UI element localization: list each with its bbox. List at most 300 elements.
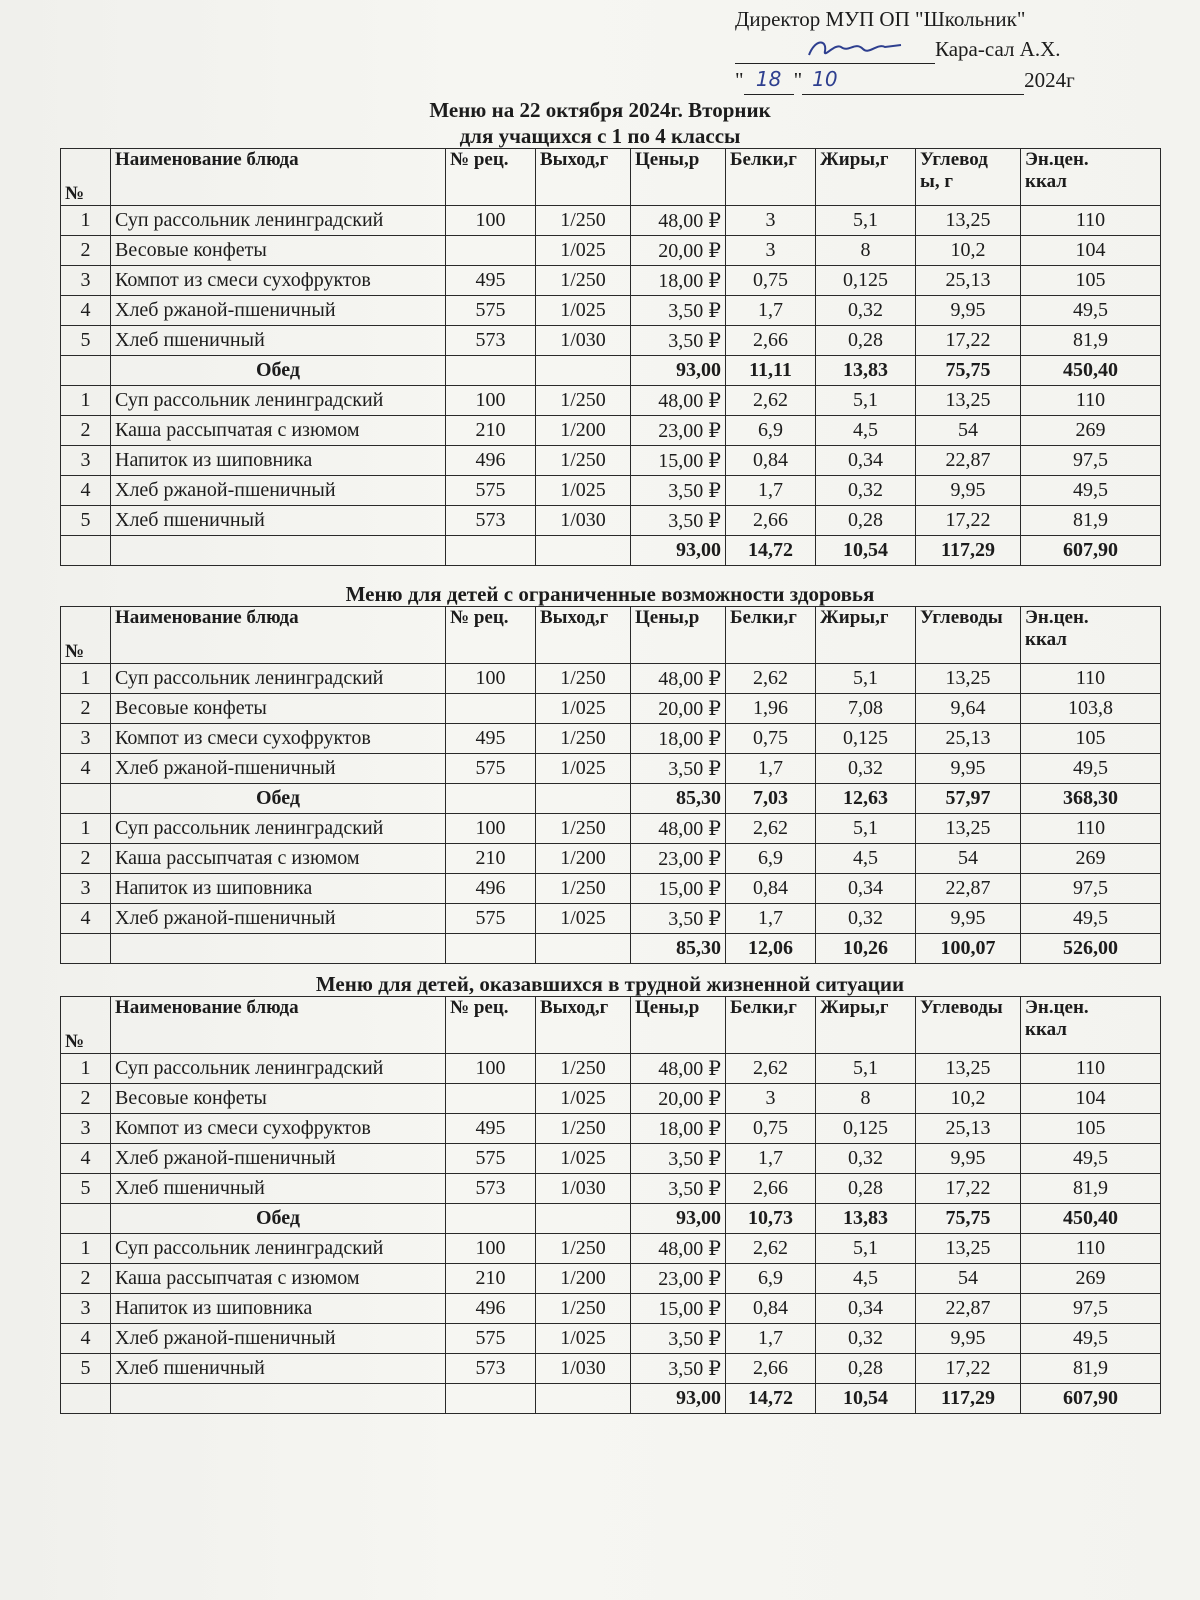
table-cell: 3,50 ₽ [631,904,726,934]
table-cell: 48,00 ₽ [631,1234,726,1264]
table-cell: 22,87 [916,446,1021,476]
table-cell: 3 [726,236,816,266]
table-cell: Суп рассольник ленинградский [111,1054,446,1084]
column-header: Углеводы [916,997,1021,1054]
table-cell: 104 [1021,236,1161,266]
table-cell: 10,54 [816,1384,916,1414]
table-cell: Хлеб ржаной-пшеничный [111,904,446,934]
table-cell: 117,29 [916,1384,1021,1414]
table-cell: 100 [446,1054,536,1084]
table-row [61,904,1161,934]
table-cell: 10,2 [916,1084,1021,1114]
table-cell: Хлеб ржаной-пшеничный [111,1324,446,1354]
table-cell: 9,95 [916,1144,1021,1174]
total-row [61,934,1161,964]
table-cell: 105 [1021,724,1161,754]
table-cell: 0,32 [816,476,916,506]
table-cell: 4,5 [816,416,916,446]
table-cell: 0,28 [816,1174,916,1204]
table-cell: 0,125 [816,724,916,754]
table-cell: 3,50 ₽ [631,326,726,356]
table-cell: 3,50 ₽ [631,296,726,326]
column-header: Жиры,г [816,149,916,206]
table-cell: 97,5 [1021,874,1161,904]
table-cell: 13,83 [816,356,916,386]
table-cell: 5,1 [816,386,916,416]
table-row [61,506,1161,536]
table-cell: 0,34 [816,1294,916,1324]
table-cell: 607,90 [1021,1384,1161,1414]
table-cell: Каша рассыпчатая с изюмом [111,844,446,874]
table-cell: 1/250 [536,724,631,754]
table-cell: 11,11 [726,356,816,386]
table-cell: 4 [61,904,111,934]
table-cell: 12,63 [816,784,916,814]
table-cell: 13,25 [916,664,1021,694]
subtotal-row [61,784,1161,814]
table-cell: 0,32 [816,1324,916,1354]
table-cell: 2,62 [726,664,816,694]
table-cell: 3,50 ₽ [631,506,726,536]
table-row [61,694,1161,724]
table-row [61,754,1161,784]
table-cell: 1/200 [536,416,631,446]
table-cell: Весовые конфеты [111,236,446,266]
table-cell: 5,1 [816,1234,916,1264]
table-cell: 4 [61,476,111,506]
table-cell: 22,87 [916,1294,1021,1324]
table-cell: 1 [61,664,111,694]
table-cell [446,1084,536,1114]
table-cell: 1/250 [536,206,631,236]
table-cell: 81,9 [1021,326,1161,356]
table-cell [61,1384,111,1414]
table-cell: Обед [111,784,446,814]
table-cell: 103,8 [1021,694,1161,724]
table-cell: 1/030 [536,326,631,356]
table-row [61,874,1161,904]
table-row [61,296,1161,326]
table-cell [61,1204,111,1234]
table-cell: 4 [61,1324,111,1354]
table-cell: 18,00 ₽ [631,266,726,296]
table-cell: 6,9 [726,416,816,446]
table-cell: 0,32 [816,754,916,784]
table-cell: 8 [816,1084,916,1114]
table-cell: 573 [446,326,536,356]
table-cell [61,356,111,386]
table-row [61,416,1161,446]
table-cell: 85,30 [631,934,726,964]
table-cell: 495 [446,1114,536,1144]
table-cell: 4,5 [816,844,916,874]
table-header-row [61,607,1161,664]
table-cell [536,356,631,386]
table-cell: 1/250 [536,1294,631,1324]
column-header: Эн.цен. ккал [1021,149,1161,206]
table-cell: 1/250 [536,814,631,844]
table-cell: Компот из смеси сухофруктов [111,1114,446,1144]
table-cell: 100 [446,814,536,844]
table-cell: 607,90 [1021,536,1161,566]
column-header: Цены,р [631,997,726,1054]
table-cell: 13,25 [916,206,1021,236]
table-cell: 75,75 [916,1204,1021,1234]
table-cell: 0,84 [726,446,816,476]
table-cell [536,1384,631,1414]
table-cell: 0,32 [816,904,916,934]
table-cell: Суп рассольник ленинградский [111,1234,446,1264]
table-cell: 1 [61,206,111,236]
table-cell: 1/250 [536,664,631,694]
table-cell: Напиток из шиповника [111,1294,446,1324]
column-header: Наименование блюда [111,607,446,664]
table-cell: 13,25 [916,386,1021,416]
table-cell [111,934,446,964]
table-row [61,1054,1161,1084]
table-cell: 100 [446,664,536,694]
table-cell: 110 [1021,814,1161,844]
table-cell: Обед [111,1204,446,1234]
table-cell: Компот из смеси сухофруктов [111,724,446,754]
column-header: Цены,р [631,607,726,664]
table-cell: 5,1 [816,814,916,844]
table-cell: 5,1 [816,1054,916,1084]
column-header: № [61,997,111,1054]
table-cell: 526,00 [1021,934,1161,964]
table-row [61,1294,1161,1324]
table-cell: Каша рассыпчатая с изюмом [111,416,446,446]
table-cell: 13,25 [916,814,1021,844]
table-cell: 10,26 [816,934,916,964]
table-row [61,386,1161,416]
table-cell: Весовые конфеты [111,694,446,724]
table-cell: Хлеб ржаной-пшеничный [111,296,446,326]
table-cell [61,536,111,566]
table-cell: 573 [446,1354,536,1384]
table-cell: 1/250 [536,1054,631,1084]
table-cell: 48,00 ₽ [631,206,726,236]
table-cell: 0,34 [816,446,916,476]
table-cell: 75,75 [916,356,1021,386]
table-cell: 573 [446,506,536,536]
column-header: Белки,г [726,149,816,206]
table-cell: 1/025 [536,1324,631,1354]
table-row [61,814,1161,844]
table-cell: 17,22 [916,326,1021,356]
table-cell: 15,00 ₽ [631,1294,726,1324]
table-cell: 17,22 [916,1174,1021,1204]
table-row [61,1114,1161,1144]
table-cell: 3 [61,874,111,904]
table-cell: 1/250 [536,1234,631,1264]
table-cell: 18,00 ₽ [631,724,726,754]
approval-year: 2024г [1024,68,1075,92]
table-cell: 269 [1021,1264,1161,1294]
table-cell: 0,125 [816,266,916,296]
table-cell: 81,9 [1021,1354,1161,1384]
table-cell: 110 [1021,1054,1161,1084]
table-cell: 1/025 [536,1144,631,1174]
table-cell: Напиток из шиповника [111,874,446,904]
table-row [61,1324,1161,1354]
table-cell: 13,83 [816,1204,916,1234]
table-cell: 97,5 [1021,446,1161,476]
table-cell: 25,13 [916,1114,1021,1144]
table-cell: 20,00 ₽ [631,236,726,266]
table-cell: 368,30 [1021,784,1161,814]
table-header-row [61,997,1161,1054]
table-cell: 1,96 [726,694,816,724]
column-header: Наименование блюда [111,149,446,206]
table-cell: Каша рассыпчатая с изюмом [111,1264,446,1294]
table-header-row [61,149,1161,206]
table-cell: 49,5 [1021,904,1161,934]
table-cell: 2,62 [726,386,816,416]
table-cell: 3,50 ₽ [631,754,726,784]
table-cell: 1/025 [536,754,631,784]
table-cell: 0,84 [726,874,816,904]
approval-day: 18 [755,67,782,91]
table-cell: 0,34 [816,874,916,904]
table-cell: 5,1 [816,206,916,236]
table-cell: 3,50 ₽ [631,1174,726,1204]
table-cell: 495 [446,266,536,296]
table-cell: 269 [1021,416,1161,446]
table-cell: 1/025 [536,904,631,934]
column-header: Выход,г [536,607,631,664]
table-cell: 7,03 [726,784,816,814]
table-cell: Хлеб ржаной-пшеничный [111,1144,446,1174]
table-cell: 93,00 [631,1204,726,1234]
table-cell: 105 [1021,266,1161,296]
table-cell: 49,5 [1021,476,1161,506]
table-cell: Суп рассольник ленинградский [111,814,446,844]
table-cell: 575 [446,296,536,326]
subtotal-row [61,356,1161,386]
table-cell: 2,62 [726,814,816,844]
table-cell: 210 [446,1264,536,1294]
table-cell: 13,25 [916,1054,1021,1084]
table-cell: 15,00 ₽ [631,446,726,476]
table-cell: 117,29 [916,536,1021,566]
column-header: Углевод ы, г [916,149,1021,206]
table-row [61,266,1161,296]
table-cell: 1,7 [726,1144,816,1174]
table-cell: 48,00 ₽ [631,664,726,694]
table-cell: 496 [446,1294,536,1324]
table-cell: 18,00 ₽ [631,1114,726,1144]
table-cell: 81,9 [1021,1174,1161,1204]
table-cell: 5,1 [816,664,916,694]
table-cell [446,236,536,266]
table-cell: Напиток из шиповника [111,446,446,476]
table-row [61,1144,1161,1174]
table-cell: Хлеб пшеничный [111,326,446,356]
menu-subtitle: для учащихся с 1 по 4 классы [459,124,741,148]
column-header: № [61,607,111,664]
table-cell: 10,54 [816,536,916,566]
table-cell [446,934,536,964]
table-cell: 57,97 [916,784,1021,814]
table-cell [446,1204,536,1234]
table-cell [111,536,446,566]
table-cell: 3,50 ₽ [631,1354,726,1384]
table-cell: 210 [446,416,536,446]
table-cell: 14,72 [726,1384,816,1414]
table-row [61,1174,1161,1204]
table-row [61,1234,1161,1264]
table-row [61,476,1161,506]
table-cell: 1,7 [726,904,816,934]
table-cell: 49,5 [1021,1144,1161,1174]
table-cell: 5 [61,326,111,356]
table-cell [111,1384,446,1414]
table-cell: 1 [61,1234,111,1264]
table-row [61,664,1161,694]
table-cell: 9,95 [916,1324,1021,1354]
table-cell: 1/030 [536,506,631,536]
table-cell: 1/025 [536,296,631,326]
table-cell [446,784,536,814]
table-cell: 104 [1021,1084,1161,1114]
table-cell: 8 [816,236,916,266]
table-cell: 496 [446,446,536,476]
column-header: Углеводы [916,607,1021,664]
table-cell [61,934,111,964]
approval-month: 10 [812,67,838,91]
table-cell [536,1204,631,1234]
table-cell [61,784,111,814]
table-cell: 1/250 [536,1114,631,1144]
table-cell: 20,00 ₽ [631,694,726,724]
table-cell [536,536,631,566]
table-cell [446,356,536,386]
table-cell: 100 [446,386,536,416]
table-cell: 93,00 [631,536,726,566]
column-header: Цены,р [631,149,726,206]
table-cell: 4 [61,296,111,326]
column-header: Жиры,г [816,607,916,664]
table-cell: 1,7 [726,476,816,506]
table-cell: 1/025 [536,1084,631,1114]
table-cell: 5 [61,506,111,536]
table-cell: 1/025 [536,694,631,724]
column-header: № рец. [446,149,536,206]
table-cell: 575 [446,904,536,934]
signature-line [735,41,935,64]
section-title-hardship: Меню для детей, оказавшихся в трудной жизненной ситуации [315,972,905,996]
table-cell: Обед [111,356,446,386]
menu-table-grades-1-4 [60,148,1161,566]
column-header: Эн.цен. ккал [1021,997,1161,1054]
table-cell: 4 [61,1144,111,1174]
table-cell: 2 [61,1084,111,1114]
table-cell: 93,00 [631,356,726,386]
table-cell: 0,32 [816,1144,916,1174]
column-header: Жиры,г [816,997,916,1054]
table-cell: 575 [446,1324,536,1354]
column-header: № рец. [446,997,536,1054]
table-cell: 3 [726,1084,816,1114]
approval-signer: Кара-сал А.Х. [935,37,1061,61]
table-cell [446,536,536,566]
table-cell: 81,9 [1021,506,1161,536]
table-cell: 1/030 [536,1174,631,1204]
approval-block [735,4,1115,95]
table-cell: 575 [446,754,536,784]
table-cell: 49,5 [1021,1324,1161,1354]
table-cell: 1/025 [536,236,631,266]
table-cell: 4,5 [816,1264,916,1294]
table-row [61,724,1161,754]
table-cell: 2,66 [726,1174,816,1204]
table-cell: 100 [446,1234,536,1264]
table-cell: 0,28 [816,1354,916,1384]
signature-icon [805,35,925,63]
table-row [61,206,1161,236]
table-row [61,1264,1161,1294]
table-cell: 100 [446,206,536,236]
table-cell: 25,13 [916,724,1021,754]
table-cell: 110 [1021,664,1161,694]
table-cell [446,694,536,724]
table-cell: 3,50 ₽ [631,476,726,506]
table-cell: 0,28 [816,326,916,356]
table-cell: 2 [61,236,111,266]
table-cell: 1/250 [536,266,631,296]
table-cell: 48,00 ₽ [631,1054,726,1084]
table-cell: 20,00 ₽ [631,1084,726,1114]
table-cell: 100,07 [916,934,1021,964]
table-cell: 2,62 [726,1234,816,1264]
table-cell: 2,66 [726,1354,816,1384]
table-cell: 210 [446,844,536,874]
total-row [61,1384,1161,1414]
column-header: Выход,г [536,997,631,1054]
table-cell: 9,95 [916,296,1021,326]
table-cell: 1 [61,386,111,416]
table-cell: 1 [61,1054,111,1084]
table-cell: 54 [916,844,1021,874]
table-cell: 0,28 [816,506,916,536]
table-cell: 1 [61,814,111,844]
table-row [61,326,1161,356]
table-cell: 110 [1021,386,1161,416]
table-cell: 575 [446,476,536,506]
table-cell: 1/250 [536,446,631,476]
table-cell: 2 [61,1264,111,1294]
table-cell: 2 [61,844,111,874]
section-title-disabilities: Меню для детей с ограниченные возможности здоровья [345,582,875,606]
column-header: Белки,г [726,997,816,1054]
table-cell: 23,00 ₽ [631,844,726,874]
table-cell: 97,5 [1021,1294,1161,1324]
table-cell: 110 [1021,1234,1161,1264]
table-cell: 1/250 [536,386,631,416]
table-cell: 0,75 [726,266,816,296]
table-cell: 49,5 [1021,754,1161,784]
table-cell: 9,95 [916,476,1021,506]
table-cell: 1/250 [536,874,631,904]
table-cell: 2,66 [726,506,816,536]
table-cell: 1/030 [536,1354,631,1384]
table-cell: 2 [61,694,111,724]
table-row [61,1354,1161,1384]
table-cell: 17,22 [916,506,1021,536]
menu-table-hardship [60,996,1161,1414]
table-cell: 0,75 [726,1114,816,1144]
